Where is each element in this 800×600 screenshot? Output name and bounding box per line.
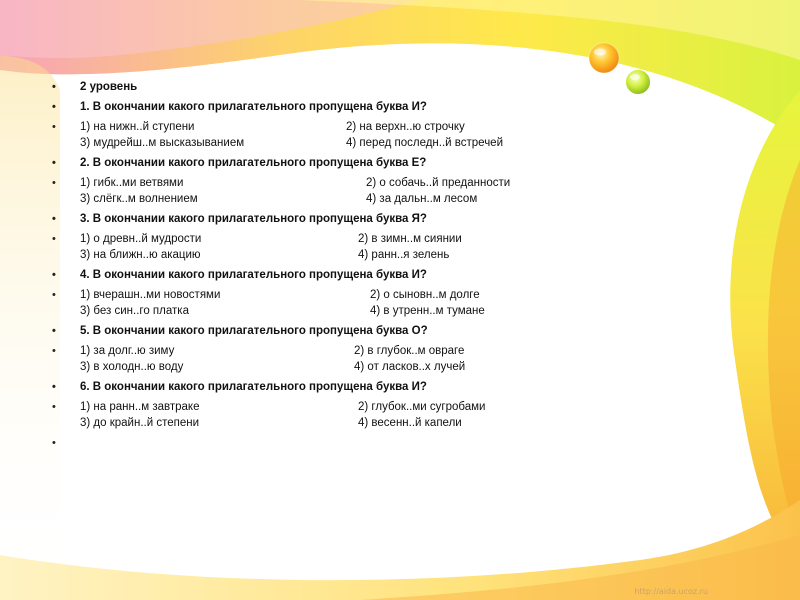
question-heading [52, 155, 752, 171]
bullet: • [52, 101, 56, 113]
level-heading [52, 79, 752, 95]
answer-line [80, 415, 752, 431]
answer-option: 2) о сыновн..м долге [370, 289, 480, 301]
answer-option: 3) на ближн..ю акацию [80, 249, 201, 261]
answer-line [80, 343, 752, 359]
slide-content [52, 76, 752, 449]
answer-option: 2) на верхн..ю строчку [346, 121, 465, 133]
bullet: • [52, 157, 56, 169]
question-heading [52, 211, 752, 227]
answer-option: 1) на нижн..й ступени [80, 121, 195, 133]
answer-line [80, 231, 752, 247]
question-heading [52, 99, 752, 115]
answer-option: 2) глубок..ми сугробами [358, 401, 486, 413]
answer-line [80, 399, 752, 415]
answer-option: 4) перед последн..й встречей [346, 137, 504, 149]
bullet: • [52, 81, 56, 93]
bullet: • [52, 121, 56, 133]
question-heading [52, 323, 752, 339]
bullet: • [52, 437, 56, 449]
answer-option: 4) в утренн..м тумане [370, 305, 485, 317]
answer-option: 2) о собачь..й преданности [366, 177, 511, 189]
bullet: • [52, 401, 56, 413]
question-title: 4. В окончании какого прилагательного пропущена буква И? [80, 269, 427, 281]
bullet: • [52, 213, 56, 225]
bullet: • [52, 325, 56, 337]
answer-option: 4) ранн..я зелень [358, 249, 450, 261]
answer-options [52, 399, 752, 431]
answer-line [80, 191, 752, 207]
question-heading [52, 379, 752, 395]
answer-line [80, 359, 752, 375]
answer-option: 1) гибк..ми ветвями [80, 177, 184, 189]
answer-option: 1) на ранн..м завтраке [80, 401, 200, 413]
answer-line [80, 119, 752, 135]
level-title: 2 уровень [80, 81, 138, 93]
bullet: • [52, 269, 56, 281]
watermark: http://aida.ucoz.ru [634, 587, 708, 596]
answer-line [80, 247, 752, 263]
answer-option: 1) вчерашн..ми новостями [80, 289, 221, 301]
answer-line [80, 135, 752, 151]
answer-option: 2) в глубок..м овраге [354, 345, 465, 357]
bullet: • [52, 289, 56, 301]
answer-option: 1) о древн..й мудрости [80, 233, 202, 245]
answer-option: 3) в холодн..ю воду [80, 361, 184, 373]
question-title: 5. В окончании какого прилагательного пропущена буква О? [80, 325, 428, 337]
answer-options [52, 119, 752, 151]
answer-line [80, 303, 752, 319]
bullet: • [52, 381, 56, 393]
answer-option: 4) от ласков..х лучей [354, 361, 466, 373]
bullet: • [52, 177, 56, 189]
bullet: • [52, 233, 56, 245]
answer-option: 3) мудрейш..м высказыванием [80, 137, 245, 149]
answer-option: 1) за долг..ю зиму [80, 345, 175, 357]
answer-option: 2) в зимн..м сиянии [358, 233, 462, 245]
answer-options [52, 287, 752, 319]
question-heading [52, 267, 752, 283]
answer-options [52, 343, 752, 375]
answer-option: 4) за дальн..м лесом [366, 193, 478, 205]
question-title: 3. В окончании какого прилагательного пропущена буква Я? [80, 213, 427, 225]
answer-option: 4) весенн..й капели [358, 417, 462, 429]
answer-option: 3) без син..го платка [80, 305, 189, 317]
answer-option: 3) слёгк..м волнением [80, 193, 198, 205]
question-title: 2. В окончании какого прилагательного пропущена буква Е? [80, 157, 427, 169]
question-title: 1. В окончании какого прилагательного пропущена буква И? [80, 101, 427, 113]
question-title: 6. В окончании какого прилагательного пропущена буква И? [80, 381, 427, 393]
answer-line [80, 287, 752, 303]
answer-option: 3) до крайн..й степени [80, 417, 200, 429]
answer-options [52, 231, 752, 263]
question-list [52, 99, 752, 431]
answer-line [80, 175, 752, 191]
bullet: • [52, 345, 56, 357]
answer-options [52, 175, 752, 207]
